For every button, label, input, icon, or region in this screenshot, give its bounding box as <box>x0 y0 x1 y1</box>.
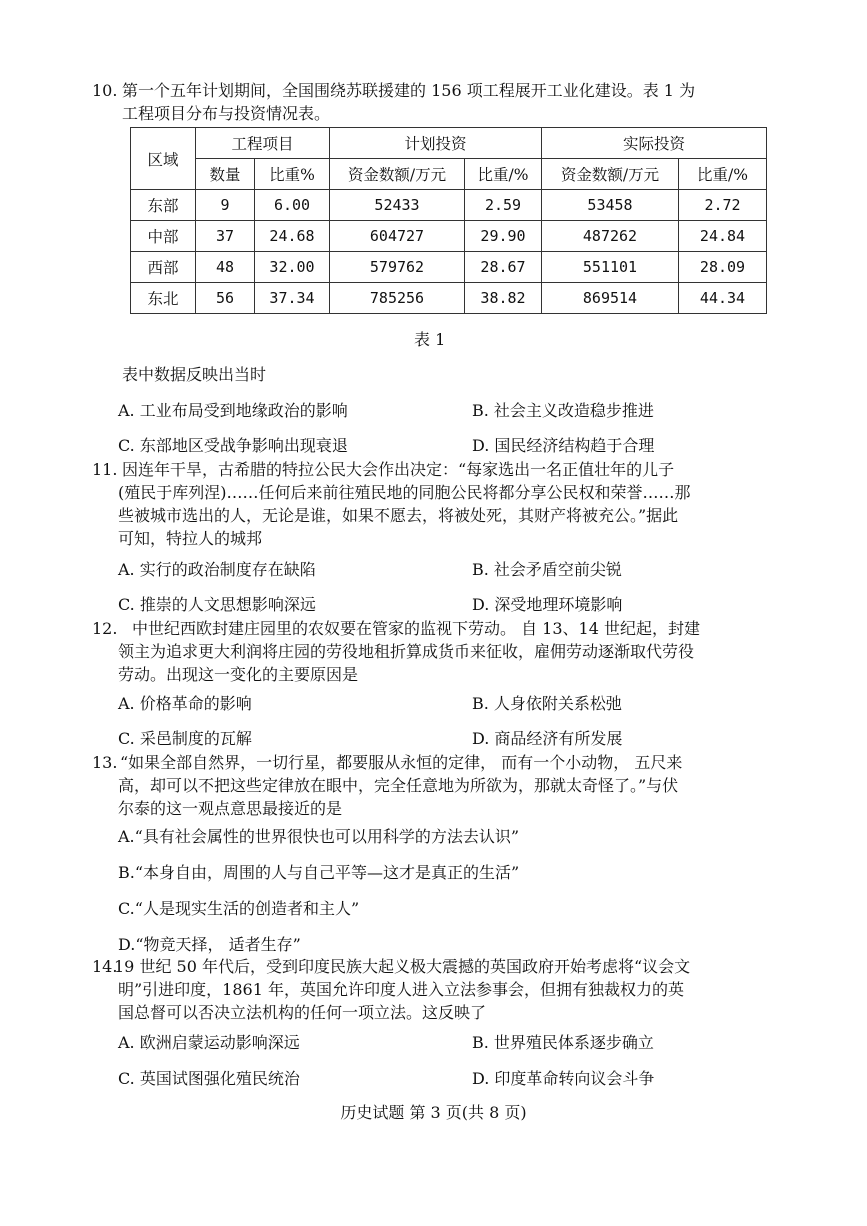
q11-number: 11. <box>92 460 118 479</box>
q10-stem: 表中数据反映出当时 <box>122 365 267 384</box>
cell-actual-amount: 487262 <box>542 221 679 252</box>
cell-count: 48 <box>196 252 255 283</box>
cell-region: 东部 <box>131 190 196 221</box>
header-actual-ratio: 比重/% <box>679 159 767 190</box>
q10-line2: 工程项目分布与投资情况表。 <box>122 104 331 123</box>
table-caption: 表 1 <box>414 330 446 349</box>
q12-option-a: A. 价格革命的影响 <box>118 694 252 713</box>
cell-actual-ratio: 28.09 <box>679 252 767 283</box>
cell-planned-ratio: 29.90 <box>465 221 542 252</box>
investment-table <box>130 127 767 314</box>
q14-line2: 明”引进印度，1861 年，英国允许印度人进入立法参事会，但拥有独裁权力的英 <box>118 980 684 999</box>
header-ratio: 比重% <box>255 159 330 190</box>
q13-option-c: C.“人是现实生活的创造者和主人” <box>118 899 360 918</box>
q12-number: 12. <box>92 619 118 638</box>
cell-actual-amount: 551101 <box>542 252 679 283</box>
cell-ratio: 24.68 <box>255 221 330 252</box>
cell-actual-amount: 869514 <box>542 283 679 314</box>
q11-line2: (殖民于库列涅)……任何后来前往殖民地的同胞公民将都分享公民权和荣誉……那 <box>118 483 691 502</box>
cell-region: 西部 <box>131 252 196 283</box>
cell-count: 56 <box>196 283 255 314</box>
cell-planned-ratio: 2.59 <box>465 190 542 221</box>
q14-option-d: D. 印度革命转向议会斗争 <box>472 1069 655 1088</box>
q12-option-c: C. 采邑制度的瓦解 <box>118 729 252 748</box>
q13-number: 13. <box>92 753 118 772</box>
cell-planned-amount: 579762 <box>330 252 465 283</box>
q14-option-a: A. 欧洲启蒙运动影响深远 <box>118 1033 300 1052</box>
q10-option-a: A. 工业布局受到地缘政治的影响 <box>118 401 348 420</box>
cell-planned-ratio: 38.82 <box>465 283 542 314</box>
header-planned-ratio: 比重/% <box>465 159 542 190</box>
header-planned: 计划投资 <box>330 128 542 159</box>
cell-ratio: 6.00 <box>255 190 330 221</box>
q12-line1: 中世纪西欧封建庄园里的农奴要在管家的监视下劳动。 自 13、14 世纪起，封建 <box>132 619 700 638</box>
cell-ratio: 37.34 <box>255 283 330 314</box>
cell-count: 9 <box>196 190 255 221</box>
q13-option-b: B.“本身自由，周围的人与自己平等—这才是真正的生活” <box>118 863 520 882</box>
page-footer: 历史试题 第 3 页(共 8 页) <box>340 1103 527 1122</box>
header-planned-amount: 资金数额/万元 <box>330 159 465 190</box>
q13-option-a: A.“具有社会属性的世界很快也可以用科学的方法去认识” <box>118 827 520 846</box>
header-actual: 实际投资 <box>542 128 767 159</box>
q12-option-d: D. 商品经济有所发展 <box>472 729 623 748</box>
q13-line3: 尔泰的这一观点意思最接近的是 <box>118 799 343 818</box>
q11-line4: 可知，特拉人的城邦 <box>118 529 263 548</box>
q10-line1: 第一个五年计划期间，全国围绕苏联援建的 156 项工程展开工业化建设。表 1 为 <box>122 81 696 100</box>
q12-line3: 劳动。出现这一变化的主要原因是 <box>118 665 359 684</box>
cell-actual-ratio: 44.34 <box>679 283 767 314</box>
header-count: 数量 <box>196 159 255 190</box>
q11-line3: 些被城市选出的人，无论是谁，如果不愿去，将被处死，其财产将被充公。”据此 <box>118 506 679 525</box>
header-region: 区域 <box>131 128 196 190</box>
table-row <box>131 221 767 252</box>
q14-line3: 国总督可以否决立法机构的任何一项立法。这反映了 <box>118 1003 487 1022</box>
table-row <box>131 252 767 283</box>
cell-actual-amount: 53458 <box>542 190 679 221</box>
header-actual-amount: 资金数额/万元 <box>542 159 679 190</box>
cell-planned-amount: 785256 <box>330 283 465 314</box>
cell-planned-amount: 604727 <box>330 221 465 252</box>
q14-option-b: B. 世界殖民体系逐步确立 <box>472 1033 654 1052</box>
cell-planned-amount: 52433 <box>330 190 465 221</box>
q14-option-c: C. 英国试图强化殖民统治 <box>118 1069 300 1088</box>
table-row <box>131 190 767 221</box>
cell-region: 东北 <box>131 283 196 314</box>
table-row <box>131 283 767 314</box>
cell-count: 37 <box>196 221 255 252</box>
q12-option-b: B. 人身依附关系松弛 <box>472 694 622 713</box>
q13-line1: “如果全部自然界，一切行星，都要服从永恒的定律， 而有一个小动物， 五尺来 <box>120 753 683 772</box>
cell-actual-ratio: 2.72 <box>679 190 767 221</box>
q14-number: 14. <box>92 957 118 976</box>
q11-option-d: D. 深受地理环境影响 <box>472 595 623 614</box>
q11-option-c: C. 推崇的人文思想影响深远 <box>118 595 316 614</box>
q10-option-d: D. 国民经济结构趋于合理 <box>472 436 655 455</box>
cell-actual-ratio: 24.84 <box>679 221 767 252</box>
q10-option-c: C. 东部地区受战争影响出现衰退 <box>118 436 348 455</box>
q11-line1: 因连年干旱，古希腊的特拉公民大会作出决定：“每家选出一名正值壮年的儿子 <box>122 460 675 479</box>
q11-option-a: A. 实行的政治制度存在缺陷 <box>118 560 316 579</box>
q11-option-b: B. 社会矛盾空前尖锐 <box>472 560 622 579</box>
q12-line2: 领主为追求更大利润将庄园的劳役地租折算成货币来征收，雇佣劳动逐渐取代劳役 <box>118 642 695 661</box>
q10-number: 10. <box>92 81 118 100</box>
q13-line2: 高，却可以不把这些定律放在眼中，完全任意地为所欲为，那就太奇怪了。”与伏 <box>118 776 679 795</box>
q13-option-d: D.“物竞天择， 适者生存” <box>118 935 301 954</box>
header-projects: 工程项目 <box>196 128 330 159</box>
cell-region: 中部 <box>131 221 196 252</box>
q14-line1: 19 世纪 50 年代后，受到印度民族大起义极大震撼的英国政府开始考虑将“议会文 <box>114 957 691 976</box>
cell-planned-ratio: 28.67 <box>465 252 542 283</box>
cell-ratio: 32.00 <box>255 252 330 283</box>
q10-option-b: B. 社会主义改造稳步推进 <box>472 401 654 420</box>
